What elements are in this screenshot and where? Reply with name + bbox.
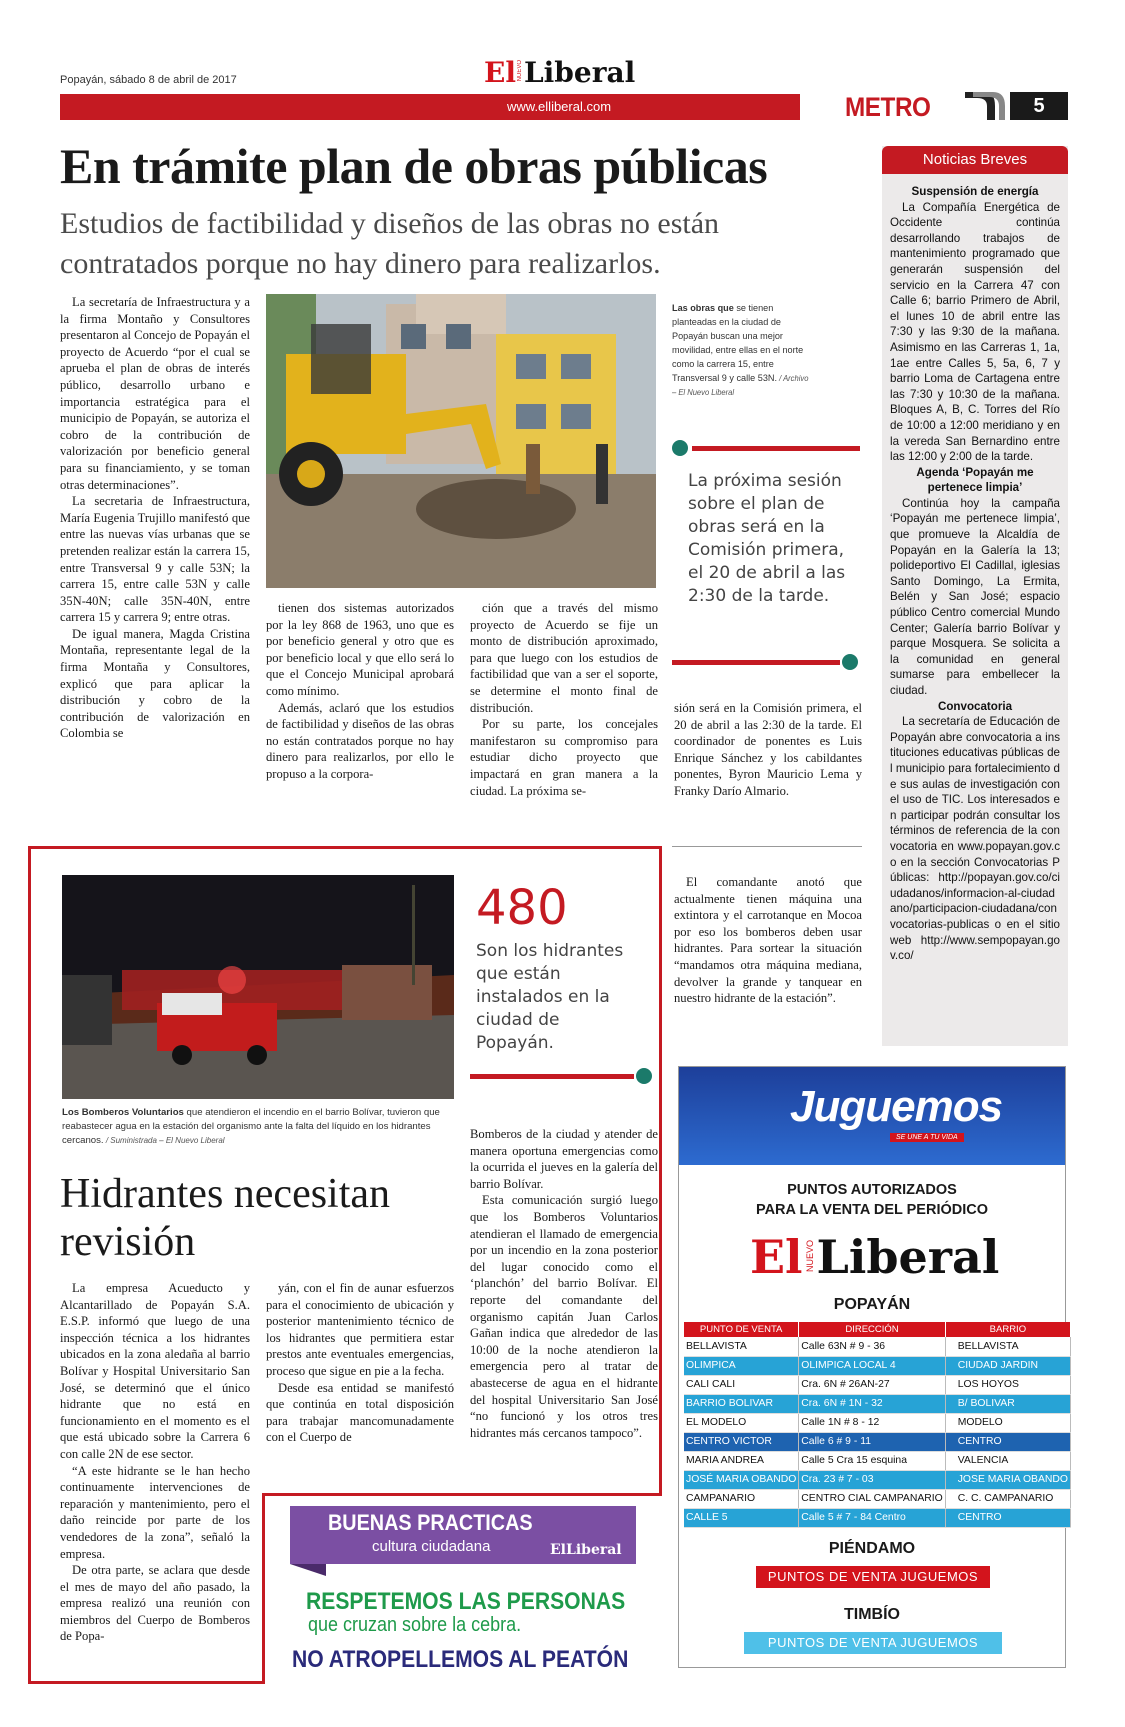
table-cell: CENTRO VICTOR [684,1432,799,1451]
hydrants-frame-bottom [28,1681,265,1684]
sales-points-table [684,1322,1071,1528]
campaign-banner-fold [290,1564,326,1576]
brief-text-1: La Compañía Energética de Occidente continúa desarrollando trabajos de mantenimiento programado que generarán suspensión del servicio en la Carrera 47 con Calle 6; barrio Primero de Abril, el lunes 10 de abril entre las 7:30 y las 9:30 de la mañana. Asimismo en las Carreras 1, 1a, 1ae entre Calles 5, 5a, 6, 7 y barrio Loma de Cartagena entre las 7:30 y 10:30 de la mañana. Bloques A, B, C. Torres del Río de 10:00 a 12:00 meridiano y en la vereda San Bernardino entre las 12:00 y 2:00 de la tarde. [890,200,1060,464]
table-cell: Cra. 23 # 7 - 03 [799,1470,945,1489]
table-row [684,1394,1071,1413]
ad-brand-tagline: SE UNE A TU VIDA [890,1133,964,1142]
table-cell: OLIMPICA [684,1356,799,1375]
table-cell: Calle 6 # 9 - 11 [799,1432,945,1451]
table-cell: VALENCIA [945,1451,1070,1470]
ad-city-piendamo: PIÉNDAMO [828,1540,916,1557]
issue-date: Popayán, sábado 8 de abril de 2017 [60,74,237,86]
main-col-2: tienen dos sistemas autorizados por la ley 868 de 1963, uno que es por beneficio general y otro que es por beneficio local y que ello será lo que el Concejo Municipal aprobará como mínimo. Además, aclaró que los estudios de factibilidad y diseños de las obras no están contratados porque no hay dinero para realizarlos, por ello le propuso a la corpora- [266,601,454,781]
hydrants-col-3: Bomberos de la ciudad y atender de manera oportuna emergencias como la ocurrida el jueves en la galería del barrio Bolívar. Esta comunicación surgió luego que los Bomberos Voluntarios atendieran el llamado de emergencia por un incendio en la zona posterior del lugar conocido como el ‘planchón’ del barrio Bolívar. El reporte del comandante del organismo capitán Juan Carlos Gañan indica que alrededor de las 10:00 de la noche atendieron la emergencia pero al tratar de abastecerse de agua en el hidrante del hospital Universitario San José “no funcionó y los otros tres hidrantes más cercanos tampoco”. [470,1127,658,1440]
main-divider [672,846,862,847]
table-cell: CAMPANARIO [684,1489,799,1508]
campaign-line-3: NO ATROPELLEMOS AL PEATÓN [292,1646,629,1673]
ad-city-timbio: TIMBÍO [844,1606,900,1623]
masthead-logo [484,56,635,90]
table-cell: OLIMPICA LOCAL 4 [799,1356,945,1375]
table-cell: CENTRO [945,1508,1070,1527]
table-cell: CALI CALI [684,1375,799,1394]
ad-brand-name: Juguemos [790,1082,1003,1131]
table-cell: C. C. CAMPANARIO [945,1489,1070,1508]
section-name: METRO [845,92,931,122]
fire-photo-caption: Los Bomberos Voluntarios que atendieron el incendio en el barrio Bolívar, tuvieron que reabastecer agua en la estación del organismo ante la falta del líquido en los hidrantes cercanos. / Suministrada – El Nuevo Liberal [62,1107,440,1146]
hydrants-headline: Hidrantes necesitan revisión [60,1171,391,1265]
table-row [684,1451,1071,1470]
fire-trucks-photo [62,875,454,1099]
page-number: 5 [1010,92,1068,120]
main-deck: Estudios de factibilidad y diseños de las obras no están contratados porque no hay dinero para realizarlos. [60,207,720,280]
hydrants-frame-step [262,1493,662,1496]
table-cell: B/ BOLIVAR [945,1394,1070,1413]
campaign-line-1: RESPETEMOS LAS PERSONAS [306,1588,626,1615]
table-row [684,1470,1071,1489]
table-cell: Calle 1N # 8 - 12 [799,1413,945,1432]
ad-timbio-label: PUNTOS DE VENTA JUGUEMOS [744,1632,1002,1654]
hydrants-col-1: La empresa Acueducto y Alcantarillado de Popayán S.A. E.S.P. informó que luego de una inspección técnica a los hidrantes ubicados en la zona aledaña al barrio Bolívar y Hospital Universitario San José, se determinó que el único hidrante que no está en funcionamiento en el momento es el que está ubicado sobre la Carrera 6 con calle 2N de ese sector. “A este hidrante se le han hecho continuamente intervenciones de reparación y mantenimiento, pero el daño reincide por parte de los vendedores de la zona”, señaló la empresa. De otra parte, se aclara que desde el mes de mayo del año pasado, la empresa realizó una reunión con miembros del Cuerpo de Bomberos de Popa- [60,1281,250,1644]
table-cell: JOSE MARIA OBANDO [945,1470,1070,1489]
table-header-cell: PUNTO DE VENTA [684,1322,799,1337]
hydrants-frame-right [659,846,662,1496]
brief-head-3: Convocatoria [937,699,1013,713]
table-cell: Cra. 6N # 1N - 32 [799,1394,945,1413]
logo-liberal: Liberal [523,56,636,89]
table-cell: Calle 63N # 9 - 36 [799,1337,945,1356]
table-row [684,1375,1071,1394]
construction-photo-caption: Las obras que se tienen planteadas en la ciudad de Popayán buscan una mejor movilidad, entre ellas en el norte como la carrera 15, entre Transversal 9 y calle 53N. / Archivo – El Nuevo Liberal [672,303,809,397]
pullquote-bar-bottom [672,660,840,665]
brief-title: Noticias Breves [882,146,1068,174]
brief-body [890,184,1060,964]
campaign-line-2: que cruzan sobre la cebra. [308,1614,522,1636]
table-cell: JOSÉ MARIA OBANDO [684,1470,799,1489]
table-cell: Calle 5 # 7 - 84 Centro [799,1508,945,1527]
table-row [684,1413,1071,1432]
hydrants-frame-step-v [262,1493,265,1684]
hydrants-col-4: El comandante anotó que actualmente tienen máquina una extintora y el carrotanque en Mocoa por eso los bomberos deben usar hidrantes. Para sortear la situación “mandamos otra máquina mediana, devolver la grande y tanquear en nuestro hidrante de la estación”. [674,875,862,1006]
campaign-subtitle: cultura ciudadana [372,1538,491,1555]
table-cell: CIUDAD JARDIN [945,1356,1070,1375]
table-row [684,1508,1071,1527]
hydrant-stat-text: Son los hidrantes que están instalados en la ciudad de Popayán. [476,941,624,1053]
table-header-cell: BARRIO [945,1322,1070,1337]
table-cell: EL MODELO [684,1413,799,1432]
pullquote-bar-top [692,446,860,451]
table-cell: BARRIO BOLIVAR [684,1394,799,1413]
website-link[interactable]: www.elliberal.com [507,99,612,114]
campaign-title: BUENAS PRACTICAS [328,1510,533,1535]
brief-head-1: Suspensión de energía [911,185,1039,198]
table-row [684,1337,1071,1356]
main-col-4: sión será en la Comisión primera, el 20 de abril a las 2:30 de la tarde. El coordinador de ponentes es Luis Enrique Sánchez y los cabildantes ponentes, Byron Mauricio Lema y Franky Darío Almario. [674,701,862,798]
table-cell: MODELO [945,1413,1070,1432]
table-cell: CENTRO CIAL CAMPANARIO [799,1489,945,1508]
table-cell: Calle 5 Cra 15 esquina [799,1451,945,1470]
table-cell: Cra. 6N # 26AN-27 [799,1375,945,1394]
table-cell: CENTRO [945,1432,1070,1451]
main-col-3: ción que a través del mismo proyecto de Acuerdo se fije un monto de distribución aproximado, para que luego con los estudios de factibilidad que van a ser el soporte, se determine el monto final de distribución. Por su parte, los concejales manifestaron su compromiso para estudiar dicho proyecto que impactará en gran manera a la ciudad. La próxima se- [470,601,658,798]
stat-bar [470,1074,634,1079]
table-cell: CALLE 5 [684,1508,799,1527]
ad-logo: El NUEVOLiberal [750,1230,1000,1284]
table-cell: BELLAVISTA [945,1337,1070,1356]
section-swoosh [965,92,1010,120]
main-col-1: La secretaría de Infraestructura y a la firma Montaño y Consultores presentaron al Concejo de Popayán el proyecto de Acuerdo “por el cual se aprueba el plan de obras de interés público, desarrollo urbano e importancia estratégica para el municipio de Popayán, se autoriza el cobro de la contribución de valorización por beneficio general para su financiamiento, y se toman otras determinaciones”. La secretaria de Infraestructura, María Eugenia Trujillo manifestó que entre las nuevas vías urbanas que se pretenden realizar están la carrera 15, entre Transversal 9 y calle 53N; la carrera 15, entre calle 53N y calle 35N-40N; calle 35N-40N, entre carrera 15 y carrera 9; entre otras. De igual manera, Magda Cristina Montaña, representante legal de la firma Montaña y Consultores, explicó que para aplicar la distribución y cobro de la contribución de valorización en Colombia se [60,295,250,741]
table-cell: MARIA ANDREA [684,1451,799,1470]
pullquote-dot-bottom [842,654,858,670]
ad-city-popayan: POPAYÁN [833,1296,911,1313]
logo-nuevo: NUEVO [516,60,523,82]
main-pullquote: La próxima sesión sobre el plan de obras será en la Comisión primera, el 20 de abril a las 2:30 de la tarde. [688,471,846,606]
main-headline: En trámite plan de obras públicas [60,138,768,194]
table-row [684,1356,1071,1375]
hydrant-stat-number: 480 [476,880,568,936]
table-row [684,1432,1071,1451]
pullquote-dot-top [672,440,688,456]
stat-dot [636,1068,652,1084]
campaign-logo: ElLiberal [550,1542,622,1558]
table-cell: LOS HOYOS [945,1375,1070,1394]
construction-photo [266,294,656,588]
logo-el: El [484,56,516,89]
table-row [684,1489,1071,1508]
table-cell: BELLAVISTA [684,1337,799,1356]
ad-piendamo-label: PUNTOS DE VENTA JUGUEMOS [756,1566,990,1588]
header-red-bar [60,94,800,120]
brief-text-3: La secretaría de Educación de Popayán abre convocatoria a instituciones educativas públicas del municipio para fortalecimiento de sus aulas de investigación con el uso de TIC. Los interesados en participar podrán consultar los términos de referencia de la convocatoria en www.popayan.gov.co en la sección Convocatorias Públicas: http://popayan.gov.co/ciudadanos/informacion-al-ciudadano/participacion-ciudadana/convocatorias-publicas o en el sitio web http://www.sempopayan.gov.co/ [890,715,1060,963]
ad-title: PUNTOS AUTORIZADOS PARA LA VENTA DEL PERIÓDICO [755,1182,988,1218]
hydrants-col-2: yán, con el fin de aunar esfuerzos para el conocimiento de ubicación y posterior mantenimiento técnico de los hidrantes que permitiera estar prestos ante eventuales emergencias, proceso que sigue en pie a la fecha. Desde esa entidad se manifestó que continúa en total disposición para trabajar mancomunadamente con el Cuerpo de [266,1281,454,1445]
brief-head-2: Agenda ‘Popayán me pertenece limpia’ [916,465,1034,495]
table-header-cell: DIRECCIÓN [799,1322,945,1337]
brief-text-2: Continúa hoy la campaña ‘Popayán me pertenece limpia’, que promueve la Alcaldía de Popayán en la Galería la 13; polideportivo El Cadillal, iglesias Santo Domingo, La Ermita, Belén y San José; espacio público Centro comercial Mundo Center; Galería barrio Bolívar y parque Mosquera. Se solicita a la comunidad en general sumarse para embellecer la ciudad. [890,496,1060,697]
